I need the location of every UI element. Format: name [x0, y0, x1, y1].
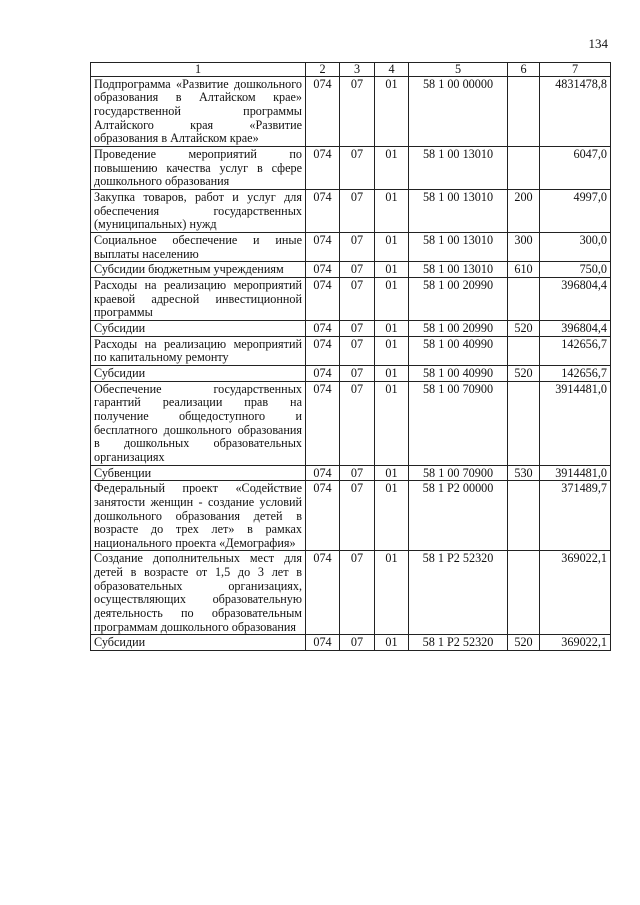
table-row — [91, 278, 611, 321]
target-article-code: 58 1 00 70900 — [409, 465, 508, 481]
section-code: 07 — [340, 278, 375, 321]
table-row — [91, 147, 611, 190]
ministry-code: 074 — [306, 465, 340, 481]
item-name: Субсидии — [91, 320, 306, 336]
table-row — [91, 76, 611, 146]
expense-type-code — [508, 147, 540, 190]
ministry-code: 074 — [306, 76, 340, 146]
column-header: 7 — [540, 63, 611, 77]
amount: 369022,1 — [540, 635, 611, 651]
section-code: 07 — [340, 551, 375, 635]
column-header: 5 — [409, 63, 508, 77]
target-article-code: 58 1 00 20990 — [409, 320, 508, 336]
section-code: 07 — [340, 465, 375, 481]
subsection-code: 01 — [375, 381, 409, 465]
subsection-code: 01 — [375, 635, 409, 651]
section-code: 07 — [340, 381, 375, 465]
table-body — [91, 76, 611, 650]
expense-type-code: 530 — [508, 465, 540, 481]
item-name: Субвенции — [91, 465, 306, 481]
subsection-code: 01 — [375, 336, 409, 365]
section-code: 07 — [340, 365, 375, 381]
subsection-code: 01 — [375, 76, 409, 146]
ministry-code: 074 — [306, 278, 340, 321]
item-name: Создание дополнительных мест для детей в возрасте от 1,5 до 3 лет в образовательных организациях, осуществляющих образовательную деятельность по образовательным программам дошкольного образования — [91, 551, 306, 635]
subsection-code: 01 — [375, 320, 409, 336]
item-name: Расходы на реализацию мероприятий краевой адресной инвестиционной программы — [91, 278, 306, 321]
expense-type-code: 300 — [508, 233, 540, 262]
target-article-code: 58 1 P2 00000 — [409, 481, 508, 551]
target-article-code: 58 1 00 70900 — [409, 381, 508, 465]
ministry-code: 074 — [306, 551, 340, 635]
expense-type-code: 200 — [508, 190, 540, 233]
amount: 369022,1 — [540, 551, 611, 635]
subsection-code: 01 — [375, 262, 409, 278]
section-code: 07 — [340, 336, 375, 365]
item-name: Расходы на реализацию мероприятий по капитальному ремонту — [91, 336, 306, 365]
target-article-code: 58 1 00 40990 — [409, 336, 508, 365]
item-name: Субсидии — [91, 635, 306, 651]
ministry-code: 074 — [306, 336, 340, 365]
table-row — [91, 381, 611, 465]
subsection-code: 01 — [375, 465, 409, 481]
amount: 6047,0 — [540, 147, 611, 190]
item-name: Закупка товаров, работ и услуг для обеспечения государственных (муниципальных) нужд — [91, 190, 306, 233]
table-row — [91, 635, 611, 651]
item-name: Проведение мероприятий по повышению качества услуг в сфере дошкольного образования — [91, 147, 306, 190]
amount: 396804,4 — [540, 278, 611, 321]
column-header: 2 — [306, 63, 340, 77]
table-row — [91, 465, 611, 481]
item-name: Федеральный проект «Содействие занятости женщин - создание условий дошкольного образования детей в возрасте до трех лет» в рамках национального проекта «Демография» — [91, 481, 306, 551]
expense-type-code: 520 — [508, 320, 540, 336]
item-name: Подпрограмма «Развитие дошкольного образования в Алтайском крае» государственной программы Алтайского края «Развитие образования в Алтайском крае» — [91, 76, 306, 146]
target-article-code: 58 1 00 40990 — [409, 365, 508, 381]
table-row — [91, 233, 611, 262]
table-row — [91, 190, 611, 233]
amount: 396804,4 — [540, 320, 611, 336]
section-code: 07 — [340, 262, 375, 278]
target-article-code: 58 1 00 13010 — [409, 190, 508, 233]
budget-table — [90, 62, 611, 651]
amount: 4997,0 — [540, 190, 611, 233]
expense-type-code — [508, 278, 540, 321]
column-header: 6 — [508, 63, 540, 77]
table-row — [91, 365, 611, 381]
ministry-code: 074 — [306, 190, 340, 233]
subsection-code: 01 — [375, 551, 409, 635]
target-article-code: 58 1 00 13010 — [409, 233, 508, 262]
item-name: Субсидии — [91, 365, 306, 381]
target-article-code: 58 1 00 13010 — [409, 147, 508, 190]
section-code: 07 — [340, 190, 375, 233]
expense-type-code — [508, 481, 540, 551]
ministry-code: 074 — [306, 147, 340, 190]
target-article-code: 58 1 00 20990 — [409, 278, 508, 321]
target-article-code: 58 1 00 00000 — [409, 76, 508, 146]
ministry-code: 074 — [306, 320, 340, 336]
ministry-code: 074 — [306, 262, 340, 278]
table-row — [91, 262, 611, 278]
table-row — [91, 336, 611, 365]
expense-type-code: 520 — [508, 365, 540, 381]
subsection-code: 01 — [375, 233, 409, 262]
expense-type-code — [508, 76, 540, 146]
item-name: Субсидии бюджетным учреждениям — [91, 262, 306, 278]
section-code: 07 — [340, 147, 375, 190]
amount: 300,0 — [540, 233, 611, 262]
expense-type-code: 520 — [508, 635, 540, 651]
section-code: 07 — [340, 76, 375, 146]
target-article-code: 58 1 P2 52320 — [409, 551, 508, 635]
section-code: 07 — [340, 233, 375, 262]
amount: 3914481,0 — [540, 381, 611, 465]
subsection-code: 01 — [375, 365, 409, 381]
subsection-code: 01 — [375, 147, 409, 190]
section-code: 07 — [340, 481, 375, 551]
table-row — [91, 551, 611, 635]
amount: 142656,7 — [540, 336, 611, 365]
amount: 4831478,8 — [540, 76, 611, 146]
ministry-code: 074 — [306, 481, 340, 551]
expense-type-code — [508, 381, 540, 465]
ministry-code: 074 — [306, 635, 340, 651]
expense-type-code — [508, 336, 540, 365]
amount: 750,0 — [540, 262, 611, 278]
amount: 142656,7 — [540, 365, 611, 381]
section-code: 07 — [340, 320, 375, 336]
ministry-code: 074 — [306, 365, 340, 381]
page-number: 134 — [588, 36, 608, 51]
target-article-code: 58 1 00 13010 — [409, 262, 508, 278]
ministry-code: 074 — [306, 233, 340, 262]
table-row — [91, 481, 611, 551]
item-name: Социальное обеспечение и иные выплаты населению — [91, 233, 306, 262]
expense-type-code — [508, 551, 540, 635]
item-name: Обеспечение государственных гарантий реализации прав на получение общедоступного и бесплатного дошкольного образования в дошкольных образовательных организациях — [91, 381, 306, 465]
amount: 371489,7 — [540, 481, 611, 551]
section-code: 07 — [340, 635, 375, 651]
column-header: 4 — [375, 63, 409, 77]
ministry-code: 074 — [306, 381, 340, 465]
table-row — [91, 320, 611, 336]
expense-type-code: 610 — [508, 262, 540, 278]
column-header: 3 — [340, 63, 375, 77]
subsection-code: 01 — [375, 481, 409, 551]
header-row — [91, 63, 611, 77]
target-article-code: 58 1 P2 52320 — [409, 635, 508, 651]
column-header: 1 — [91, 63, 306, 77]
subsection-code: 01 — [375, 278, 409, 321]
subsection-code: 01 — [375, 190, 409, 233]
amount: 3914481,0 — [540, 465, 611, 481]
